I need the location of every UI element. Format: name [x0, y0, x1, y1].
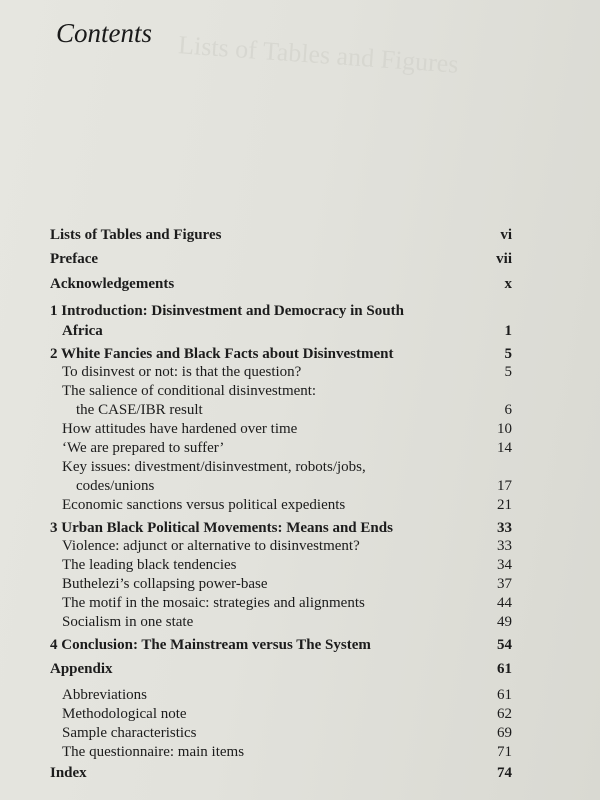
toc-entry-title: Lists of Tables and Figures — [50, 227, 222, 243]
toc-entry[interactable] — [0, 494, 600, 516]
toc-entry-title: 4 Conclusion: The Mainstream versus The System — [50, 637, 371, 653]
toc-entry-page: 33 — [497, 538, 512, 554]
toc-entry[interactable] — [0, 224, 600, 246]
toc-entry-page: 1 — [504, 323, 512, 339]
toc-entry[interactable] — [0, 762, 600, 784]
bleed-through-text: Lists of Tables and Figures — [177, 30, 460, 79]
toc-entry[interactable] — [0, 658, 600, 680]
toc-entry-title: Sample characteristics — [62, 725, 197, 741]
toc-entry-page: 34 — [497, 557, 512, 573]
toc-entry-title: The leading black tendencies — [62, 557, 237, 573]
toc-entry-page: 61 — [497, 661, 512, 677]
toc-entry-title: Economic sanctions versus political expedients — [62, 497, 346, 513]
toc-entry-page: 6 — [504, 402, 512, 418]
toc-entry[interactable] — [0, 634, 600, 656]
toc-entry-page: 54 — [497, 637, 512, 653]
toc-entry-title: Key issues: divestment/disinvestment, robots/jobs, — [62, 459, 366, 475]
page-title: Contents — [56, 18, 153, 48]
toc-entry-title: Preface — [50, 251, 99, 267]
toc-entry-title: 3 Urban Black Political Movements: Means and Ends — [50, 520, 393, 536]
toc-entry-page: 21 — [497, 497, 512, 513]
toc-entry[interactable] — [0, 248, 600, 270]
toc-entry[interactable] — [0, 611, 600, 633]
toc-entry-page: 61 — [497, 687, 512, 703]
toc-entry-page: 17 — [497, 478, 512, 494]
toc-entry-title: Index — [50, 765, 87, 781]
toc-entry-title: 1 Introduction: Disinvestment and Democracy in South — [50, 303, 404, 319]
toc-entry[interactable] — [0, 741, 600, 763]
toc-entry-title: Appendix — [50, 661, 113, 677]
toc-entry-page: vii — [496, 251, 512, 267]
toc-entry-title: codes/unions — [76, 478, 155, 494]
toc-entry-title: To disinvest or not: is that the question? — [62, 364, 302, 380]
toc-entry-title: Buthelezi’s collapsing power-base — [62, 576, 268, 592]
toc-entry-title: 2 White Fancies and Black Facts about Disinvestment — [50, 346, 394, 362]
toc-entry-title: ‘We are prepared to suffer’ — [62, 440, 225, 456]
toc-entry[interactable] — [0, 320, 600, 342]
toc-entry-page: 62 — [497, 706, 512, 722]
toc-entry-page: 33 — [497, 520, 512, 536]
toc-entry-title: Violence: adjunct or alternative to disinvestment? — [62, 538, 360, 554]
toc-entry-page: 5 — [504, 346, 512, 362]
toc-entry-page: x — [504, 276, 512, 292]
toc-entry-page: 74 — [497, 765, 512, 781]
toc-entry-title: How attitudes have hardened over time — [62, 421, 298, 437]
toc-entry-page: vi — [500, 227, 512, 243]
toc-entry-page: 49 — [497, 614, 512, 630]
toc-entry-title: Socialism in one state — [62, 614, 194, 630]
toc-entry-title: Methodological note — [62, 706, 187, 722]
toc-entry-page: 69 — [497, 725, 512, 741]
toc-entry-title: The motif in the mosaic: strategies and alignments — [62, 595, 365, 611]
toc-entry-page: 5 — [504, 364, 512, 380]
toc-entry-title: Acknowledgements — [50, 276, 175, 292]
toc-entry-page: 14 — [497, 440, 512, 456]
toc-entry-title: The questionnaire: main items — [62, 744, 245, 760]
toc-entry-title: Abbreviations — [62, 687, 147, 703]
toc-entry-page: 44 — [497, 595, 512, 611]
toc-entry[interactable] — [0, 273, 600, 295]
toc-entry-page: 71 — [497, 744, 512, 760]
toc-entry-title: Africa — [62, 323, 103, 339]
toc-entry-page: 10 — [497, 421, 512, 437]
toc-entry-title: The salience of conditional disinvestment: — [62, 383, 317, 399]
toc-entry-title: the CASE/IBR result — [76, 402, 203, 418]
toc-entry[interactable] — [0, 300, 600, 322]
toc-entry-page: 37 — [497, 576, 512, 592]
